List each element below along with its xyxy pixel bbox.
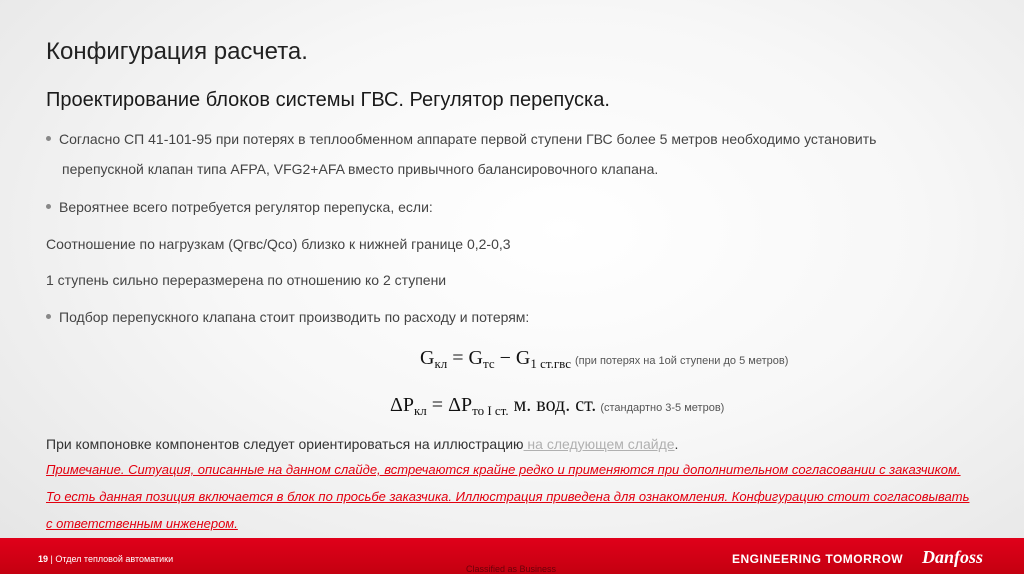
- bullet-sp-requirement: [46, 131, 876, 147]
- page-number: 19: [38, 554, 49, 564]
- tagline: ENGINEERING TOMORROW: [732, 552, 904, 566]
- bullet-text: Подбор перепускного клапана стоит производить по расходу и потерям:: [59, 309, 530, 325]
- footer-page-info: 19 | Отдел тепловой автоматики: [38, 554, 174, 564]
- footer-bar: [0, 538, 1024, 574]
- bullet-icon: [46, 136, 51, 141]
- page-title: Конфигурация расчета.: [46, 38, 308, 65]
- department-name: Отдел тепловой автоматики: [55, 554, 174, 564]
- bullet-icon: [46, 314, 51, 319]
- note-line-1: Примечание. Ситуация, описанные на данном слайде, встречаются крайне редко и применяются при дополнительном согласовании с заказчиком.: [46, 462, 961, 477]
- note-line-3: с ответственным инженером.: [46, 516, 238, 531]
- bullet-text: Согласно СП 41-101-95 при потерях в теплообменном аппарате первой ступени ГВС более 5 метров необходимо установить: [59, 131, 877, 147]
- bullet-text: Вероятнее всего потребуется регулятор перепуска, если:: [59, 199, 433, 215]
- formula-flow-note: (при потерях на 1ой ступени до 5 метров): [575, 355, 789, 367]
- condition-load-ratio: Соотношение по нагрузкам (Qгвс/Qco) близко к нижней границе 0,2-0,3: [46, 236, 511, 252]
- bullet-valve-selection: [46, 309, 529, 325]
- formula-pressure-note: (стандартно 3-5 метров): [600, 402, 725, 414]
- layout-instruction: При компоновке компонентов следует ориентироваться на иллюстрацию на следующем слайде.: [46, 436, 679, 452]
- formula-pressure: $\Delta P_{кл} = \Delta P_{то I ст.}$ м. вод. ст. (стандартно 3-5 метров): [390, 394, 725, 419]
- bullet-icon: [46, 204, 51, 209]
- note-line-2: То есть данная позиция включается в блок по просьбе заказчика. Иллюстрация приведена для ознакомления. Конфигурацию стоит согласовывать: [46, 489, 970, 504]
- danfoss-logo: Danfoss: [922, 547, 984, 567]
- formula-flow: $G_{кл} = G_{тс} - G_{1 ст.гвс}$ (при потерях на 1ой ступени до 5 метров): [420, 347, 789, 372]
- classification-label: Classified as Business: [466, 564, 557, 574]
- next-slide-link[interactable]: на следующем слайде: [523, 436, 675, 452]
- condition-stage-oversized: 1 ступень сильно переразмерена по отношению ко 2 ступени: [46, 272, 447, 288]
- bullet-sp-requirement-continued: перепускной клапан типа AFPA, VFG2+AFA вместо привычного балансировочного клапана.: [62, 161, 659, 177]
- bullet-bypass-needed: [46, 199, 433, 215]
- slide-subtitle: Проектирование блоков системы ГВС. Регулятор перепуска.: [46, 89, 610, 111]
